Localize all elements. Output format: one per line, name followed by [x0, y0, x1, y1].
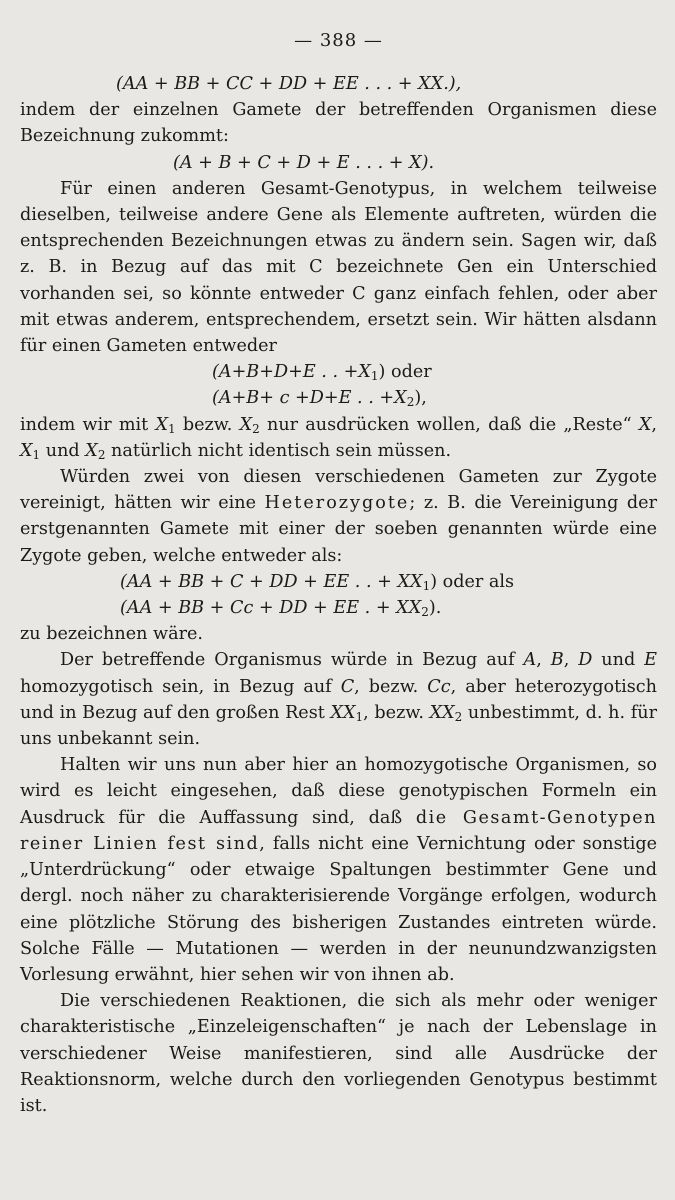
formula-genotype: (AA + BB + CC + DD + EE . . . + XX.),: [116, 74, 462, 94]
paragraph-8: Die verschiedenen Reaktionen, die sich als mehr oder weniger charakteristische „Einzeleigenschaften“ je nach der Lebenslage in verschiedener Weise manifestieren, sind alle Ausdrücke der Reaktionsnorm, welche durch den vorliegenden Genotypus bestimmt ist.: [20, 991, 657, 1116]
paragraph-6: Der betreffende Organismus würde in Bezug auf A, B, D und E homozygotisch sein, in Bezug auf C, bezw. Cc, aber heterozygotisch und in Bezug auf den großen Rest $XX_1$, bezw. $XX_2$ unbestimmt, d. h. für uns unbekannt sein.: [20, 650, 657, 750]
paragraph-2: Für einen anderen Gesamt-Genotypus, in welchem teilweise dieselben, teilweise andere Gene als Elemente auftreten, würden die entsprechenden Bezeichnungen etwas zu ändern sein. Sagen wir, daß z. B. in Bezug auf das mit C bezeichnete Gen ein Unterschied vorhanden sei, so könnte entweder C ganz einfach fehlen, oder aber mit etwas anderem, entsprechendem, ersetzt sein. Wir hätten alsdann für einen Gameten entweder: [20, 178, 657, 357]
formula-gamete: (A + B + C + D + E . . . + X).: [173, 152, 435, 173]
paragraph-5: zu bezeichnen wäre.: [20, 624, 203, 645]
formula-gamete-alt-1: (A+B+D+E . . $+X_1$) oder: [212, 362, 432, 384]
paragraph-3: indem wir mit $X_1$ bezw. $X_2$ nur ausdrücken wollen, daß die „Reste“ X, $X_1$ und $X_2$ natürlich nicht identisch sein müssen.: [20, 414, 657, 462]
page-body: [20, 71, 657, 1119]
formula-gamete-alt-2: (A+B+ c +D+E . . $+X_2$),: [212, 388, 427, 410]
paragraph-7: Halten wir uns nun aber hier an homozygotische Organismen, so wird es leicht eingesehen, daß diese genotypischen Formeln ein Ausdruck für die Auffassung sind, daß die Gesamt-Genotypen reiner Linien fest sind, falls nicht eine Vernichtung oder sonstige „Unterdrückung“ oder etwaige Spaltungen bestimmter Gene und dergl. noch näher zu charakterisierende Vorgänge erfolgen, wodurch eine plötzliche Störung des bisherigen Zustandes eintreten würde. Solche Fälle — Mutationen — werden in der neunundzwanzigsten Vorlesung erwähnt, hier sehen wir von ihnen ab.: [20, 755, 657, 985]
formula-zygote-2: (AA + BB + Cc + DD + EE . + $XX_2$).: [120, 598, 442, 620]
page-number: — 388 —: [294, 30, 383, 51]
formula-zygote-1: (AA + BB + C + DD + EE . . + $XX_1$) oder als: [120, 571, 515, 593]
paragraph-1: indem der einzelnen Gamete der betreffenden Organismen diese Bezeichnung zukommt:: [20, 100, 657, 147]
paragraph-4: Würden zwei von diesen verschiedenen Gameten zur Zygote vereinigt, hätten wir eine Heterozygote; z. B. die Vereinigung der erstgenannten Gamete mit einer der soeben genannten würde eine Zygote geben, welche entweder als:: [20, 467, 657, 566]
